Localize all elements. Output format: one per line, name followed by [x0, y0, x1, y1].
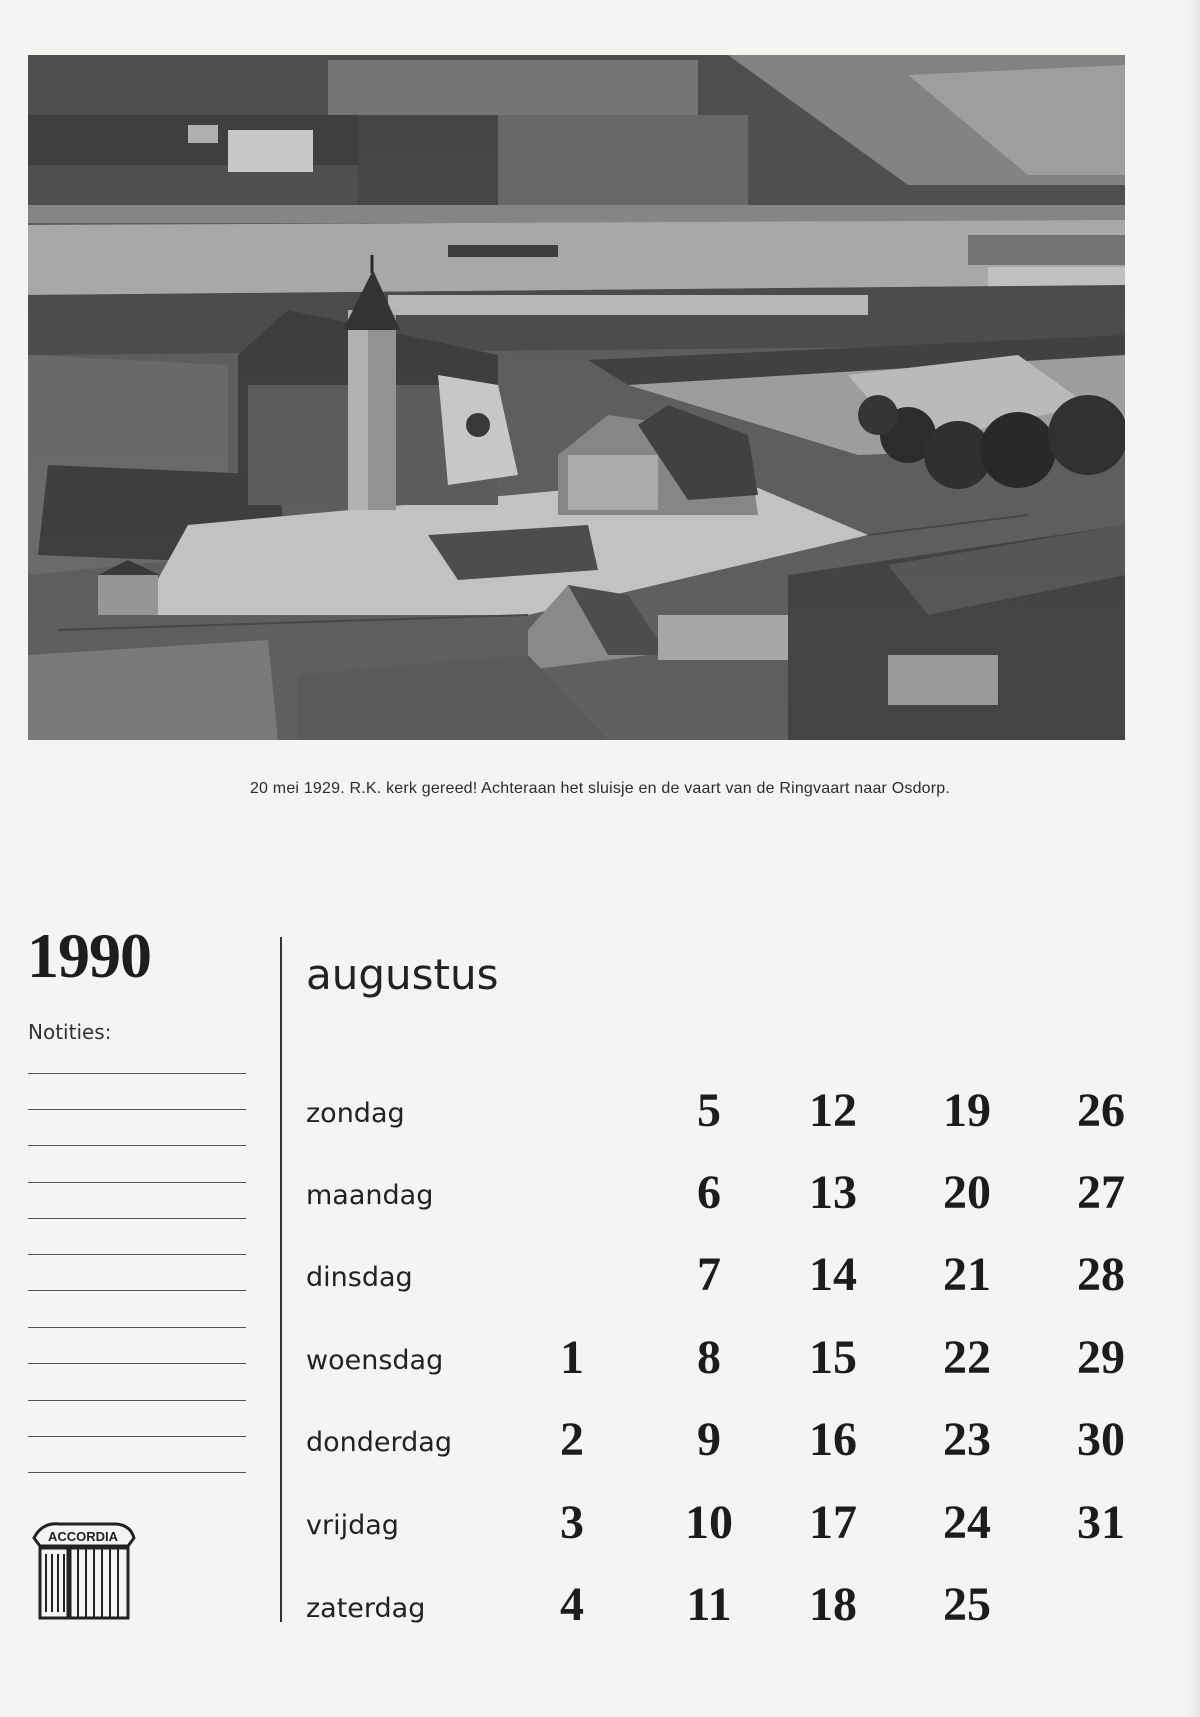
- note-line: [28, 1290, 246, 1291]
- note-line: [28, 1254, 246, 1255]
- calendar-date: 18: [809, 1578, 857, 1631]
- calendar-date: 14: [809, 1248, 857, 1301]
- note-line: [28, 1182, 246, 1183]
- calendar-date: 26: [1077, 1084, 1125, 1137]
- calendar-date: 2: [560, 1413, 584, 1466]
- day-label-woensdag: woensdag: [306, 1345, 444, 1376]
- page-edge-shadow: [1186, 0, 1200, 1717]
- calendar-date: 29: [1077, 1331, 1125, 1384]
- note-line: [28, 1327, 246, 1328]
- calendar-date: 17: [809, 1496, 857, 1549]
- calendar-date: 28: [1077, 1248, 1125, 1301]
- aerial-photo: [28, 55, 1125, 740]
- calendar-date: 20: [943, 1166, 991, 1219]
- calendar-date: 4: [560, 1578, 584, 1631]
- note-line: [28, 1073, 246, 1074]
- day-label-donderdag: donderdag: [306, 1427, 452, 1458]
- calendar-date: 5: [697, 1084, 721, 1137]
- month-title: augustus: [306, 950, 499, 999]
- logo-lettering: ACCORDIA: [47, 1529, 119, 1544]
- calendar-date: 10: [685, 1496, 733, 1549]
- note-line: [28, 1472, 246, 1473]
- calendar-date: 12: [809, 1084, 857, 1137]
- calendar-date: 3: [560, 1496, 584, 1549]
- calendar-date: 8: [697, 1331, 721, 1384]
- calendar-date: 27: [1077, 1166, 1125, 1219]
- day-label-maandag: maandag: [306, 1180, 434, 1211]
- day-label-zondag: zondag: [306, 1098, 405, 1129]
- accordion-icon: [30, 1518, 136, 1622]
- note-line: [28, 1145, 246, 1146]
- notes-label: Notities:: [28, 1020, 112, 1044]
- note-line: [28, 1363, 246, 1364]
- note-line: [28, 1109, 246, 1110]
- calendar-date: 24: [943, 1496, 991, 1549]
- calendar-date: 23: [943, 1413, 991, 1466]
- calendar-date: 6: [697, 1166, 721, 1219]
- photo-caption: 20 mei 1929. R.K. kerk gereed! Achteraan het sluisje en de vaart van de Ringvaart naar Osdorp.: [249, 780, 951, 797]
- calendar-date: 15: [809, 1331, 857, 1384]
- calendar-date: 30: [1077, 1413, 1125, 1466]
- calendar-date: 31: [1077, 1496, 1125, 1549]
- accordia-logo: [30, 1518, 136, 1622]
- day-label-zaterdag: zaterdag: [306, 1593, 426, 1624]
- calendar-date: 7: [697, 1248, 721, 1301]
- note-line: [28, 1400, 246, 1401]
- column-divider: [280, 937, 282, 1622]
- aerial-photo-drawing: [28, 55, 1125, 740]
- note-line: [28, 1218, 246, 1219]
- day-label-vrijdag: vrijdag: [306, 1510, 399, 1541]
- calendar-year: 1990: [27, 920, 151, 991]
- calendar-date: 11: [686, 1578, 732, 1631]
- note-line: [28, 1436, 246, 1437]
- day-label-dinsdag: dinsdag: [306, 1262, 413, 1293]
- calendar-date: 1: [560, 1331, 584, 1384]
- calendar-date: 22: [943, 1331, 991, 1384]
- calendar-date: 19: [943, 1084, 991, 1137]
- calendar-date: 13: [809, 1166, 857, 1219]
- calendar-date: 25: [943, 1578, 991, 1631]
- calendar-date: 16: [809, 1413, 857, 1466]
- calendar-date: 21: [943, 1248, 991, 1301]
- calendar-date: 9: [697, 1413, 721, 1466]
